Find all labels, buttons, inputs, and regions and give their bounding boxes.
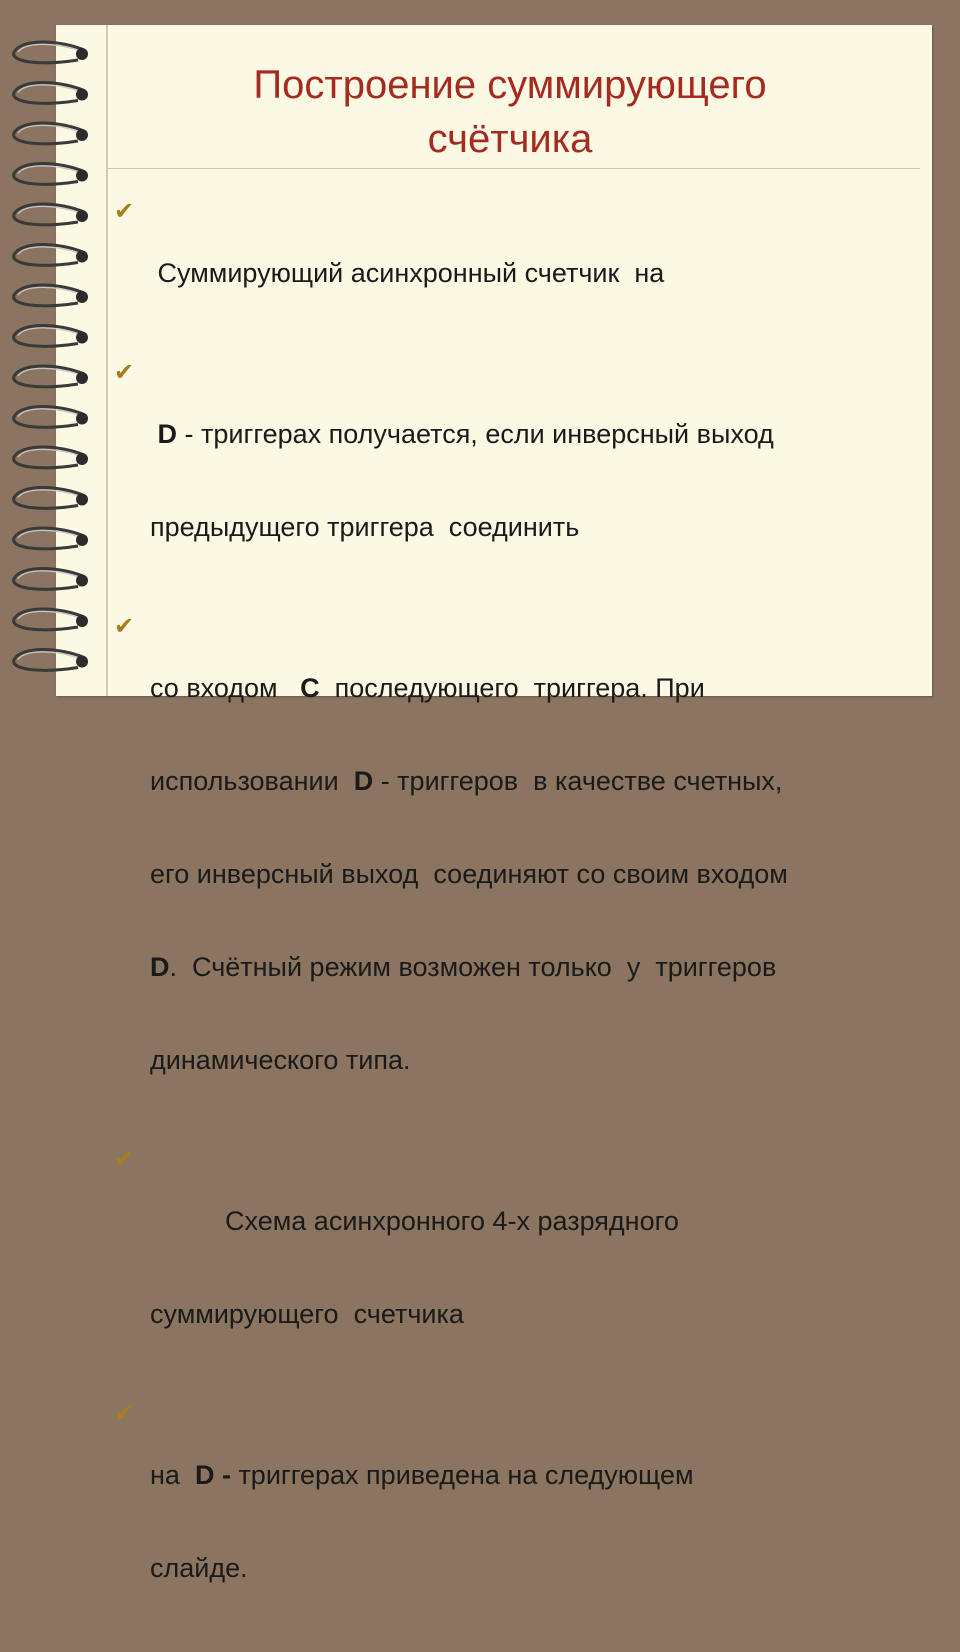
bullet-3-line-1-pre: со входом bbox=[150, 673, 301, 703]
bullet-5-line-1-rest: триггерах приведена на следующем bbox=[230, 1460, 694, 1490]
bullet-3-line-4-rest: . Счётный режим возможен только у триггеров bbox=[169, 952, 777, 982]
binding-hole bbox=[76, 251, 88, 263]
bullet-item-5 bbox=[114, 1398, 914, 1646]
binding-hole bbox=[76, 89, 88, 101]
bullet-2-letter: D bbox=[157, 419, 178, 449]
checkmark-icon: ✔ bbox=[114, 198, 135, 225]
slide-title bbox=[150, 58, 870, 166]
checkmark-icon: ✔ bbox=[114, 1400, 135, 1427]
bullet-1-line-1: Суммирующий асинхронный счетчик на bbox=[150, 258, 665, 288]
bullet-item-3 bbox=[114, 611, 914, 1138]
binding-hole bbox=[76, 413, 88, 425]
bullet-item-4 bbox=[114, 1144, 914, 1392]
bullet-3-letter-d: D bbox=[353, 766, 374, 796]
bullet-3-letter-c: С bbox=[300, 673, 320, 703]
bullet-5-line-2: слайде. bbox=[150, 1553, 248, 1583]
binding-hole bbox=[76, 332, 88, 344]
binding-hole bbox=[76, 656, 88, 668]
binding-hole bbox=[76, 48, 88, 60]
bullet-item-2 bbox=[114, 357, 914, 605]
bullet-3-line-3: его инверсный выход соединяют со своим входом bbox=[150, 859, 788, 889]
binding-hole bbox=[76, 615, 88, 627]
bullet-2-line-2: предыдущего триггера соединить bbox=[150, 512, 580, 542]
title-line-2: счётчика bbox=[427, 117, 593, 161]
bullet-3-line-5: динамического типа. bbox=[150, 1045, 411, 1075]
checkmark-icon: ✔ bbox=[114, 1146, 135, 1173]
bullet-item-1 bbox=[114, 196, 914, 351]
title-line-1: Построение суммирующего bbox=[253, 63, 767, 107]
bullet-3-line-2-pre: использовании bbox=[150, 766, 354, 796]
bullet-4-line-1: Схема асинхронного 4-х разрядного bbox=[150, 1206, 679, 1236]
bullet-3-line-1-rest: последующего триггера. При bbox=[319, 673, 705, 703]
checkmark-icon: ✔ bbox=[114, 359, 135, 386]
title-underline bbox=[108, 168, 920, 169]
binding-hole bbox=[76, 129, 88, 141]
bullet-4-line-2: суммирующего счетчика bbox=[150, 1299, 464, 1329]
binding-hole bbox=[76, 170, 88, 182]
binding-hole bbox=[76, 291, 88, 303]
spiral-binding-icon bbox=[0, 0, 110, 720]
bullet-3-letter-d2: D bbox=[150, 952, 170, 982]
bullet-list bbox=[114, 196, 914, 1652]
binding-hole bbox=[76, 210, 88, 222]
binding-hole bbox=[76, 494, 88, 506]
binding-hole bbox=[76, 453, 88, 465]
bullet-5-letter: D - bbox=[194, 1460, 231, 1490]
checkmark-icon: ✔ bbox=[114, 613, 135, 640]
binding-hole bbox=[76, 534, 88, 546]
bullet-2-line-1: - триггерах получается, если инверсный выход bbox=[177, 419, 774, 449]
binding-hole bbox=[76, 372, 88, 384]
binding-hole bbox=[76, 575, 88, 587]
bullet-3-line-2-rest: - триггеров в качестве счетных, bbox=[373, 766, 783, 796]
bullet-5-line-1-pre: на bbox=[150, 1460, 195, 1490]
